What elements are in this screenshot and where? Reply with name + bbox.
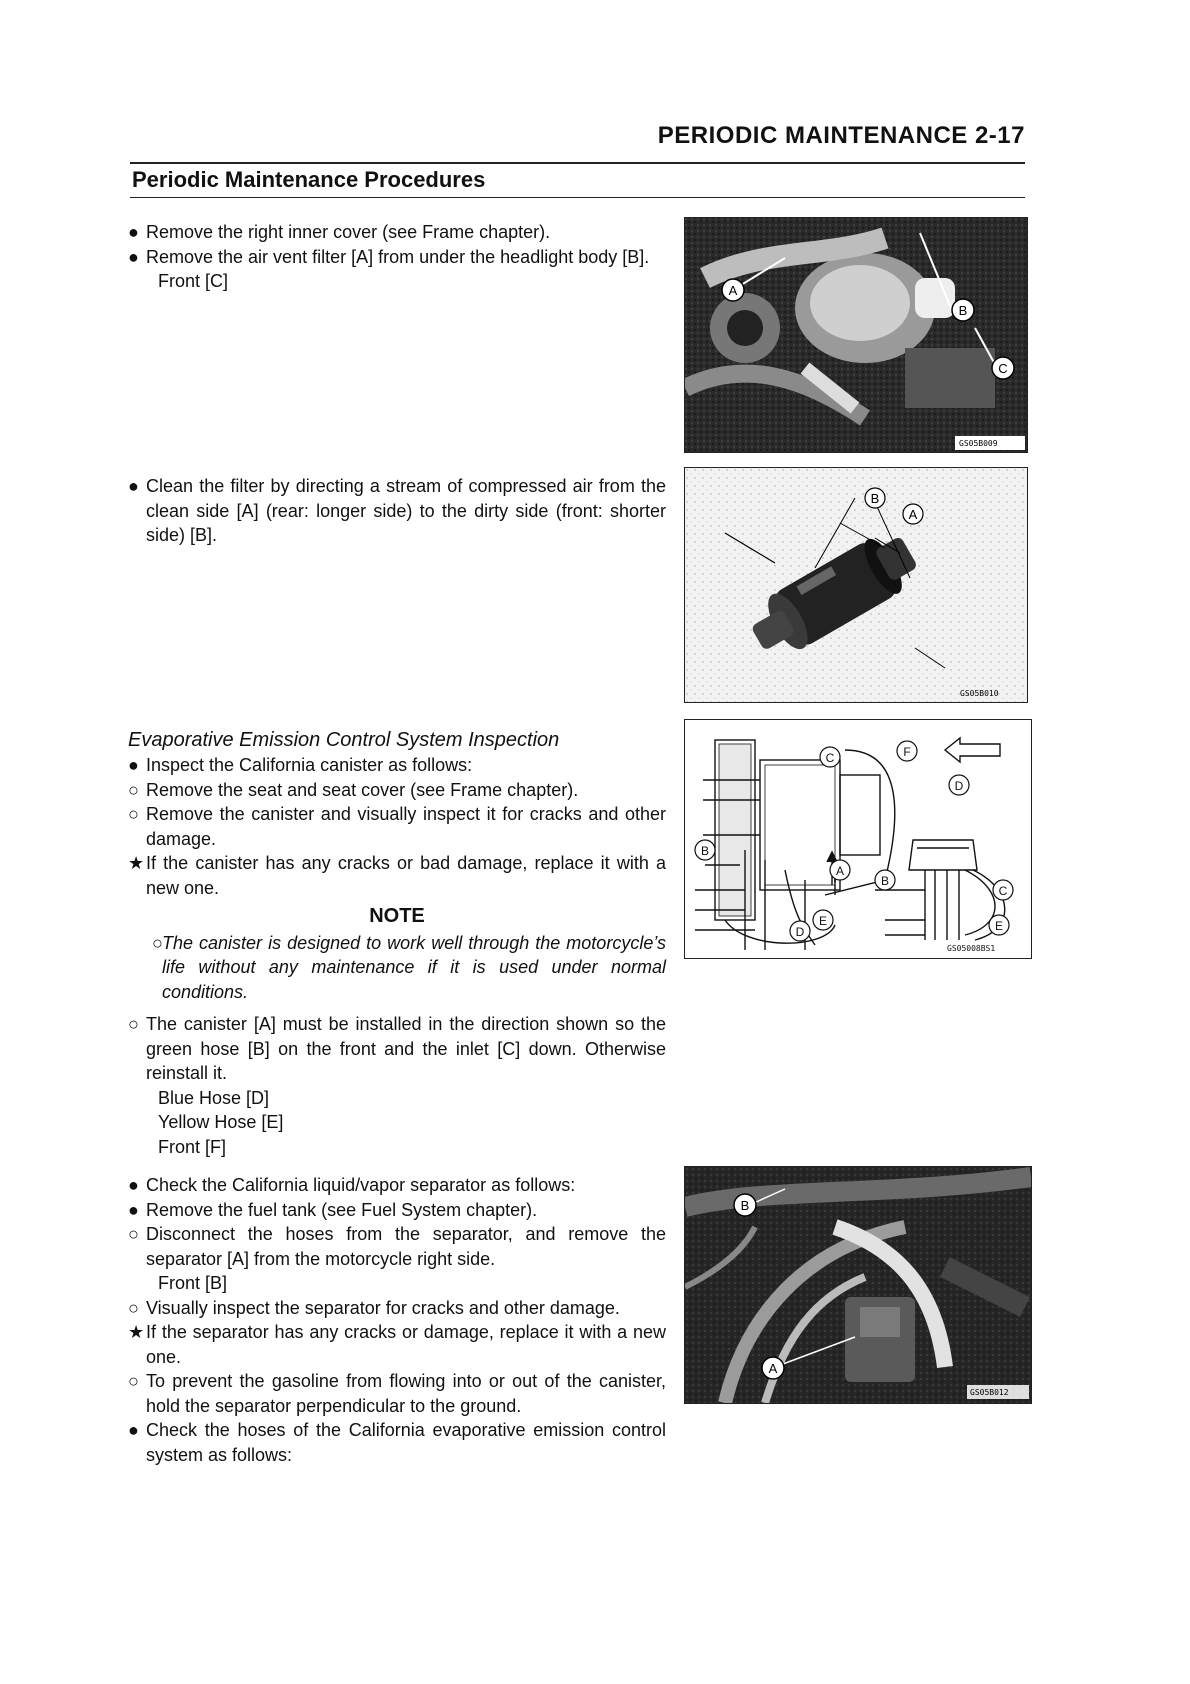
callout-d-2-label: D [795,925,805,939]
callout-b-label: B [870,491,880,506]
callout-c-label: C [998,361,1008,376]
note-text: ○ The canister is designed to work well through the motorcycle’s life without any maintenance if it is used under normal conditions. [152,932,666,1002]
page-header-title: PERIODIC MAINTENANCE 2-17 [657,122,1025,149]
figure-canister-diagram [684,719,1032,959]
figure-filter-photo [684,467,1028,703]
figure-code: GS05B010 [960,689,999,698]
callout-d-label: D [954,779,964,793]
callout-e-label: E [818,914,828,928]
header-rule [130,162,1025,164]
callout-f-label: F [903,745,911,759]
callout-a-label: A [908,507,918,522]
step-clean-filter: ● Clean the filter by directing a stream of compressed air from the clean side [A] (rear: longer side) to the dirty side (front: shorter side) [B]. [128,476,666,545]
note-heading: NOTE [369,905,425,927]
step-check-separator: ● Check the California liquid/vapor separator as follows: [128,1173,666,1198]
sub-marker: ○ [128,1224,139,1244]
substep-inspect-separator: ○ Visually inspect the separator for cracks and other damage. [128,1296,666,1321]
sub-marker: ○ [128,1014,139,1034]
callout-a-label: A [768,1361,778,1376]
callout-c-label: C [825,751,835,765]
text-block-4 [128,1173,666,1467]
figure-separator-photo [684,1166,1032,1404]
bullet-marker: ● [128,1420,139,1440]
bullet-marker: ● [128,1175,139,1195]
substep-remove-canister: ○ Remove the canister and visually inspect it for cracks and other damage. [128,804,666,849]
section-rule [130,197,1025,198]
text-block-1 [128,220,666,294]
step-remove-air-vent-filter: ● Remove the air vent filter [A] from under the headlight body [B]. [128,245,666,270]
text-block-2 [128,474,666,548]
sub-marker: ○ [128,804,139,824]
legend-blue-hose: Blue Hose [D] [158,1087,270,1108]
legend-front: Front [B] [158,1273,228,1293]
star-marker: ★ [128,853,145,873]
legend-front: Front [F] [158,1136,227,1157]
bullet-marker: ● [128,246,139,267]
star-marker: ★ [128,1322,145,1342]
section-title: Periodic Maintenance Procedures [132,167,486,192]
figure-air-vent-filter-photo [684,217,1028,453]
callout-a-label: A [728,283,738,298]
callout-b-label: B [740,1198,750,1213]
text-block-3 [128,727,666,1159]
bullet-marker: ● [128,1199,139,1220]
legend-yellow-hose: Yellow Hose [E] [158,1112,284,1132]
bullet-marker: ● [128,222,139,242]
callout-b-label: B [958,303,968,318]
callout-b-label: B [700,844,710,858]
substep-canister-direction: ○ The canister [A] must be installed in the direction shown so the green hose [B] on the front and the inlet [C] down. Otherwise reinstall it. [128,1014,666,1083]
figure-code: GS05008BS1 [947,944,996,953]
sub-marker: ○ [128,1371,139,1391]
substep-remove-seat: ○ Remove the seat and seat cover (see Frame chapter). [128,778,666,803]
step-remove-fuel-tank: ● Remove the fuel tank (see Fuel System chapter). [128,1198,666,1223]
callout-b-2-label: B [880,874,890,888]
sub-marker: ○ [152,932,163,953]
substep-hold-perpendicular: ○ To prevent the gasoline from flowing into or out of the canister, hold the separator perpendicular to the ground. [128,1371,666,1416]
callout-c-2-label: C [998,884,1008,898]
step-inspect-canister: ● Inspect the California canister as follows: [128,753,666,778]
condition-canister-damaged: ★ If the canister has any cracks or bad damage, replace it with a new one. [128,853,666,898]
subsection-heading: Evaporative Emission Control System Inspection [128,729,560,751]
condition-separator-damaged: ★ If the separator has any cracks or damage, replace it with a new one. [128,1322,666,1367]
sub-marker: ○ [128,779,139,800]
bullet-marker: ● [128,755,139,775]
step-remove-inner-cover: ● Remove the right inner cover (see Frame chapter). [128,220,666,245]
figure-code: GS05B009 [959,439,998,448]
callout-a-label: A [835,864,845,878]
step-check-hoses: ● Check the hoses of the California evaporative emission control system as follows: [128,1420,666,1465]
sub-marker: ○ [128,1297,139,1318]
callout-e-2-label: E [994,919,1004,933]
figure-code: GS05B012 [970,1388,1009,1397]
bullet-marker: ● [128,476,139,496]
legend-front: Front [C] [158,271,229,291]
substep-disconnect-hoses: ○ Disconnect the hoses from the separator, and remove the separator [A] from the motorcycle right side. [128,1224,666,1269]
